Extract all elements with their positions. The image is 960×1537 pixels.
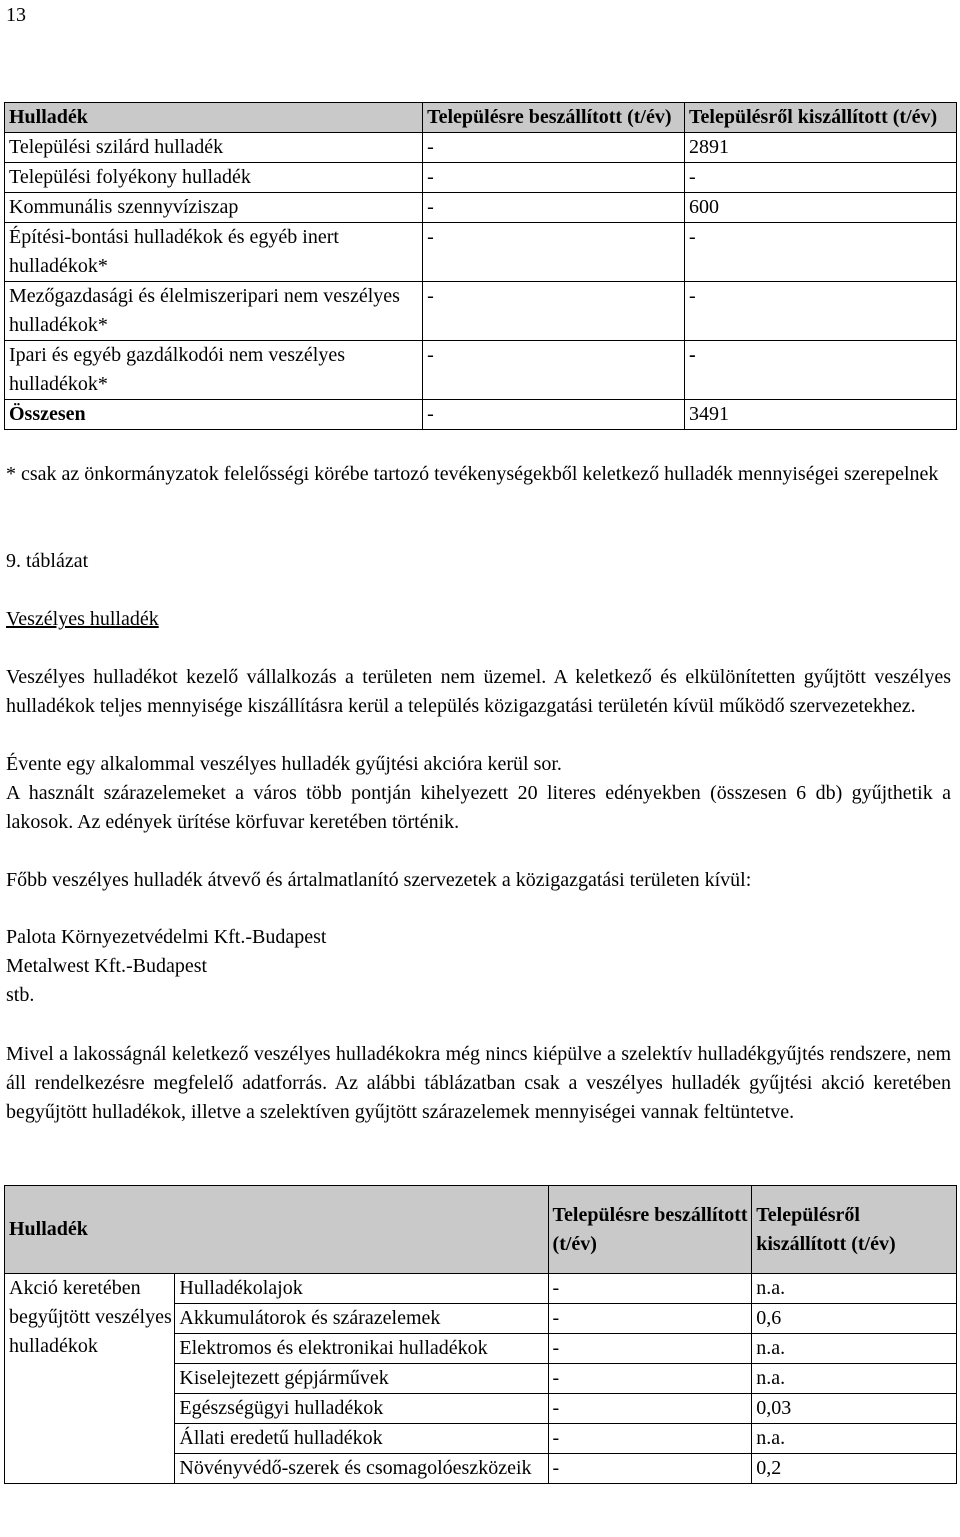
list-item: Palota Környezetvédelmi Kft.-Budapest — [6, 926, 327, 948]
row-label: Mezőgazdasági és élelmiszeripari nem veszélyes hulladékok* — [5, 282, 423, 341]
table-row — [5, 1274, 957, 1304]
row-incoming: - — [548, 1364, 752, 1394]
paragraph-5: Mivel a lakosságnál keletkező veszélyes hulladékokra még nincs kiépülve a szelektív hulladékgyűjtés rendszere, nem áll rendelkezésre megfelelő adatforrás. Az alábbi táblázatban csak a veszélyes hulladék gyűjtési akció keretében begyűjtött hulladékok, illetve a szelektíven gyűjtött szárazelemek mennyiségei vannak feltüntetve. — [6, 1043, 951, 1123]
table-row — [5, 163, 957, 193]
header-outgoing: Településről kiszállított (t/év) — [685, 103, 957, 133]
paragraph-1: Veszélyes hulladékot kezelő vállalkozás a területen nem üzemel. A keletkező és elkülönítetten gyűjtött veszélyes hulladékok teljes mennyisége kiszállításra kerül a település közigazgatási területén kívül működő szervezetekhez. — [6, 666, 951, 717]
section-title: Veszélyes hulladék — [6, 608, 159, 630]
row-incoming: - — [423, 133, 685, 163]
row-incoming: - — [548, 1394, 752, 1424]
row-label: Egészségügyi hulladékok — [175, 1394, 548, 1424]
hazardous-waste-table — [4, 1185, 957, 1484]
table-header-row — [5, 103, 957, 133]
row-incoming: - — [548, 1334, 752, 1364]
row-label: Kommunális szennyvíziszap — [5, 193, 423, 223]
row-outgoing: - — [685, 282, 957, 341]
waste-table — [4, 102, 957, 430]
header-waste: Hulladék — [5, 103, 423, 133]
total-outgoing: 3491 — [685, 400, 957, 430]
row-incoming: - — [423, 193, 685, 223]
header-outgoing: Településről kiszállított (t/év) — [752, 1186, 957, 1274]
row-incoming: - — [423, 282, 685, 341]
table-total-row — [5, 400, 957, 430]
row-incoming: - — [548, 1274, 752, 1304]
row-label: Építési-bontási hulladékok és egyéb inert hulladékok* — [5, 223, 423, 282]
org-list — [6, 923, 326, 1010]
table-row — [5, 282, 957, 341]
row-incoming: - — [423, 341, 685, 400]
group-label: Akció keretében begyűjtött veszélyes hulladékok — [5, 1274, 175, 1484]
row-label: Ipari és egyéb gazdálkodói nem veszélyes hulladékok* — [5, 341, 423, 400]
header-incoming: Településre beszállított (t/év) — [423, 103, 685, 133]
total-incoming: - — [423, 400, 685, 430]
row-outgoing: - — [685, 223, 957, 282]
table-footnote: * csak az önkormányzatok felelősségi körébe tartozó tevékenységekből keletkező hulladék mennyiségei szerepelnek — [6, 463, 939, 485]
row-label: Hulladékolajok — [175, 1274, 548, 1304]
header-waste: Hulladék — [5, 1186, 549, 1274]
table-row — [5, 193, 957, 223]
row-outgoing: 0,2 — [752, 1454, 957, 1484]
row-label: Települési folyékony hulladék — [5, 163, 423, 193]
row-label: Elektromos és elektronikai hulladékok — [175, 1334, 548, 1364]
row-outgoing: 0,03 — [752, 1394, 957, 1424]
row-outgoing: - — [685, 341, 957, 400]
row-label: Kiselejtezett gépjárművek — [175, 1364, 548, 1394]
row-incoming: - — [423, 163, 685, 193]
table-caption: 9. táblázat — [6, 550, 89, 572]
list-item: stb. — [6, 984, 35, 1006]
row-incoming: - — [548, 1424, 752, 1454]
paragraph-2: Évente egy alkalommal veszélyes hulladék gyűjtési akcióra kerül sor. — [6, 753, 562, 775]
table-row — [5, 341, 957, 400]
row-outgoing: 600 — [685, 193, 957, 223]
row-outgoing: 2891 — [685, 133, 957, 163]
row-label: Akkumulátorok és szárazelemek — [175, 1304, 548, 1334]
row-label: Állati eredetű hulladékok — [175, 1424, 548, 1454]
table-row — [5, 133, 957, 163]
row-incoming: - — [548, 1454, 752, 1484]
table-row — [5, 223, 957, 282]
row-incoming: - — [548, 1304, 752, 1334]
header-incoming: Településre beszállított (t/év) — [548, 1186, 752, 1274]
row-outgoing: - — [685, 163, 957, 193]
row-outgoing: n.a. — [752, 1274, 957, 1304]
paragraph-3: A használt szárazelemeket a város több pontján kihelyezett 20 literes edényekben (összesen 6 db) gyűjthetik a lakosok. Az edények ürítése körfuvar keretében történik. — [6, 782, 951, 833]
row-outgoing: n.a. — [752, 1334, 957, 1364]
row-label: Települési szilárd hulladék — [5, 133, 423, 163]
row-outgoing: n.a. — [752, 1364, 957, 1394]
table-header-row — [5, 1186, 957, 1274]
row-outgoing: n.a. — [752, 1424, 957, 1454]
row-label: Növényvédő-szerek és csomagolóeszközeik — [175, 1454, 548, 1484]
row-incoming: - — [423, 223, 685, 282]
total-label: Összesen — [5, 400, 423, 430]
page-number: 13 — [6, 4, 26, 26]
list-item: Metalwest Kft.-Budapest — [6, 955, 208, 977]
row-outgoing: 0,6 — [752, 1304, 957, 1334]
paragraph-4: Főbb veszélyes hulladék átvevő és ártalmatlanító szervezetek a közigazgatási területen kívül: — [6, 869, 752, 891]
